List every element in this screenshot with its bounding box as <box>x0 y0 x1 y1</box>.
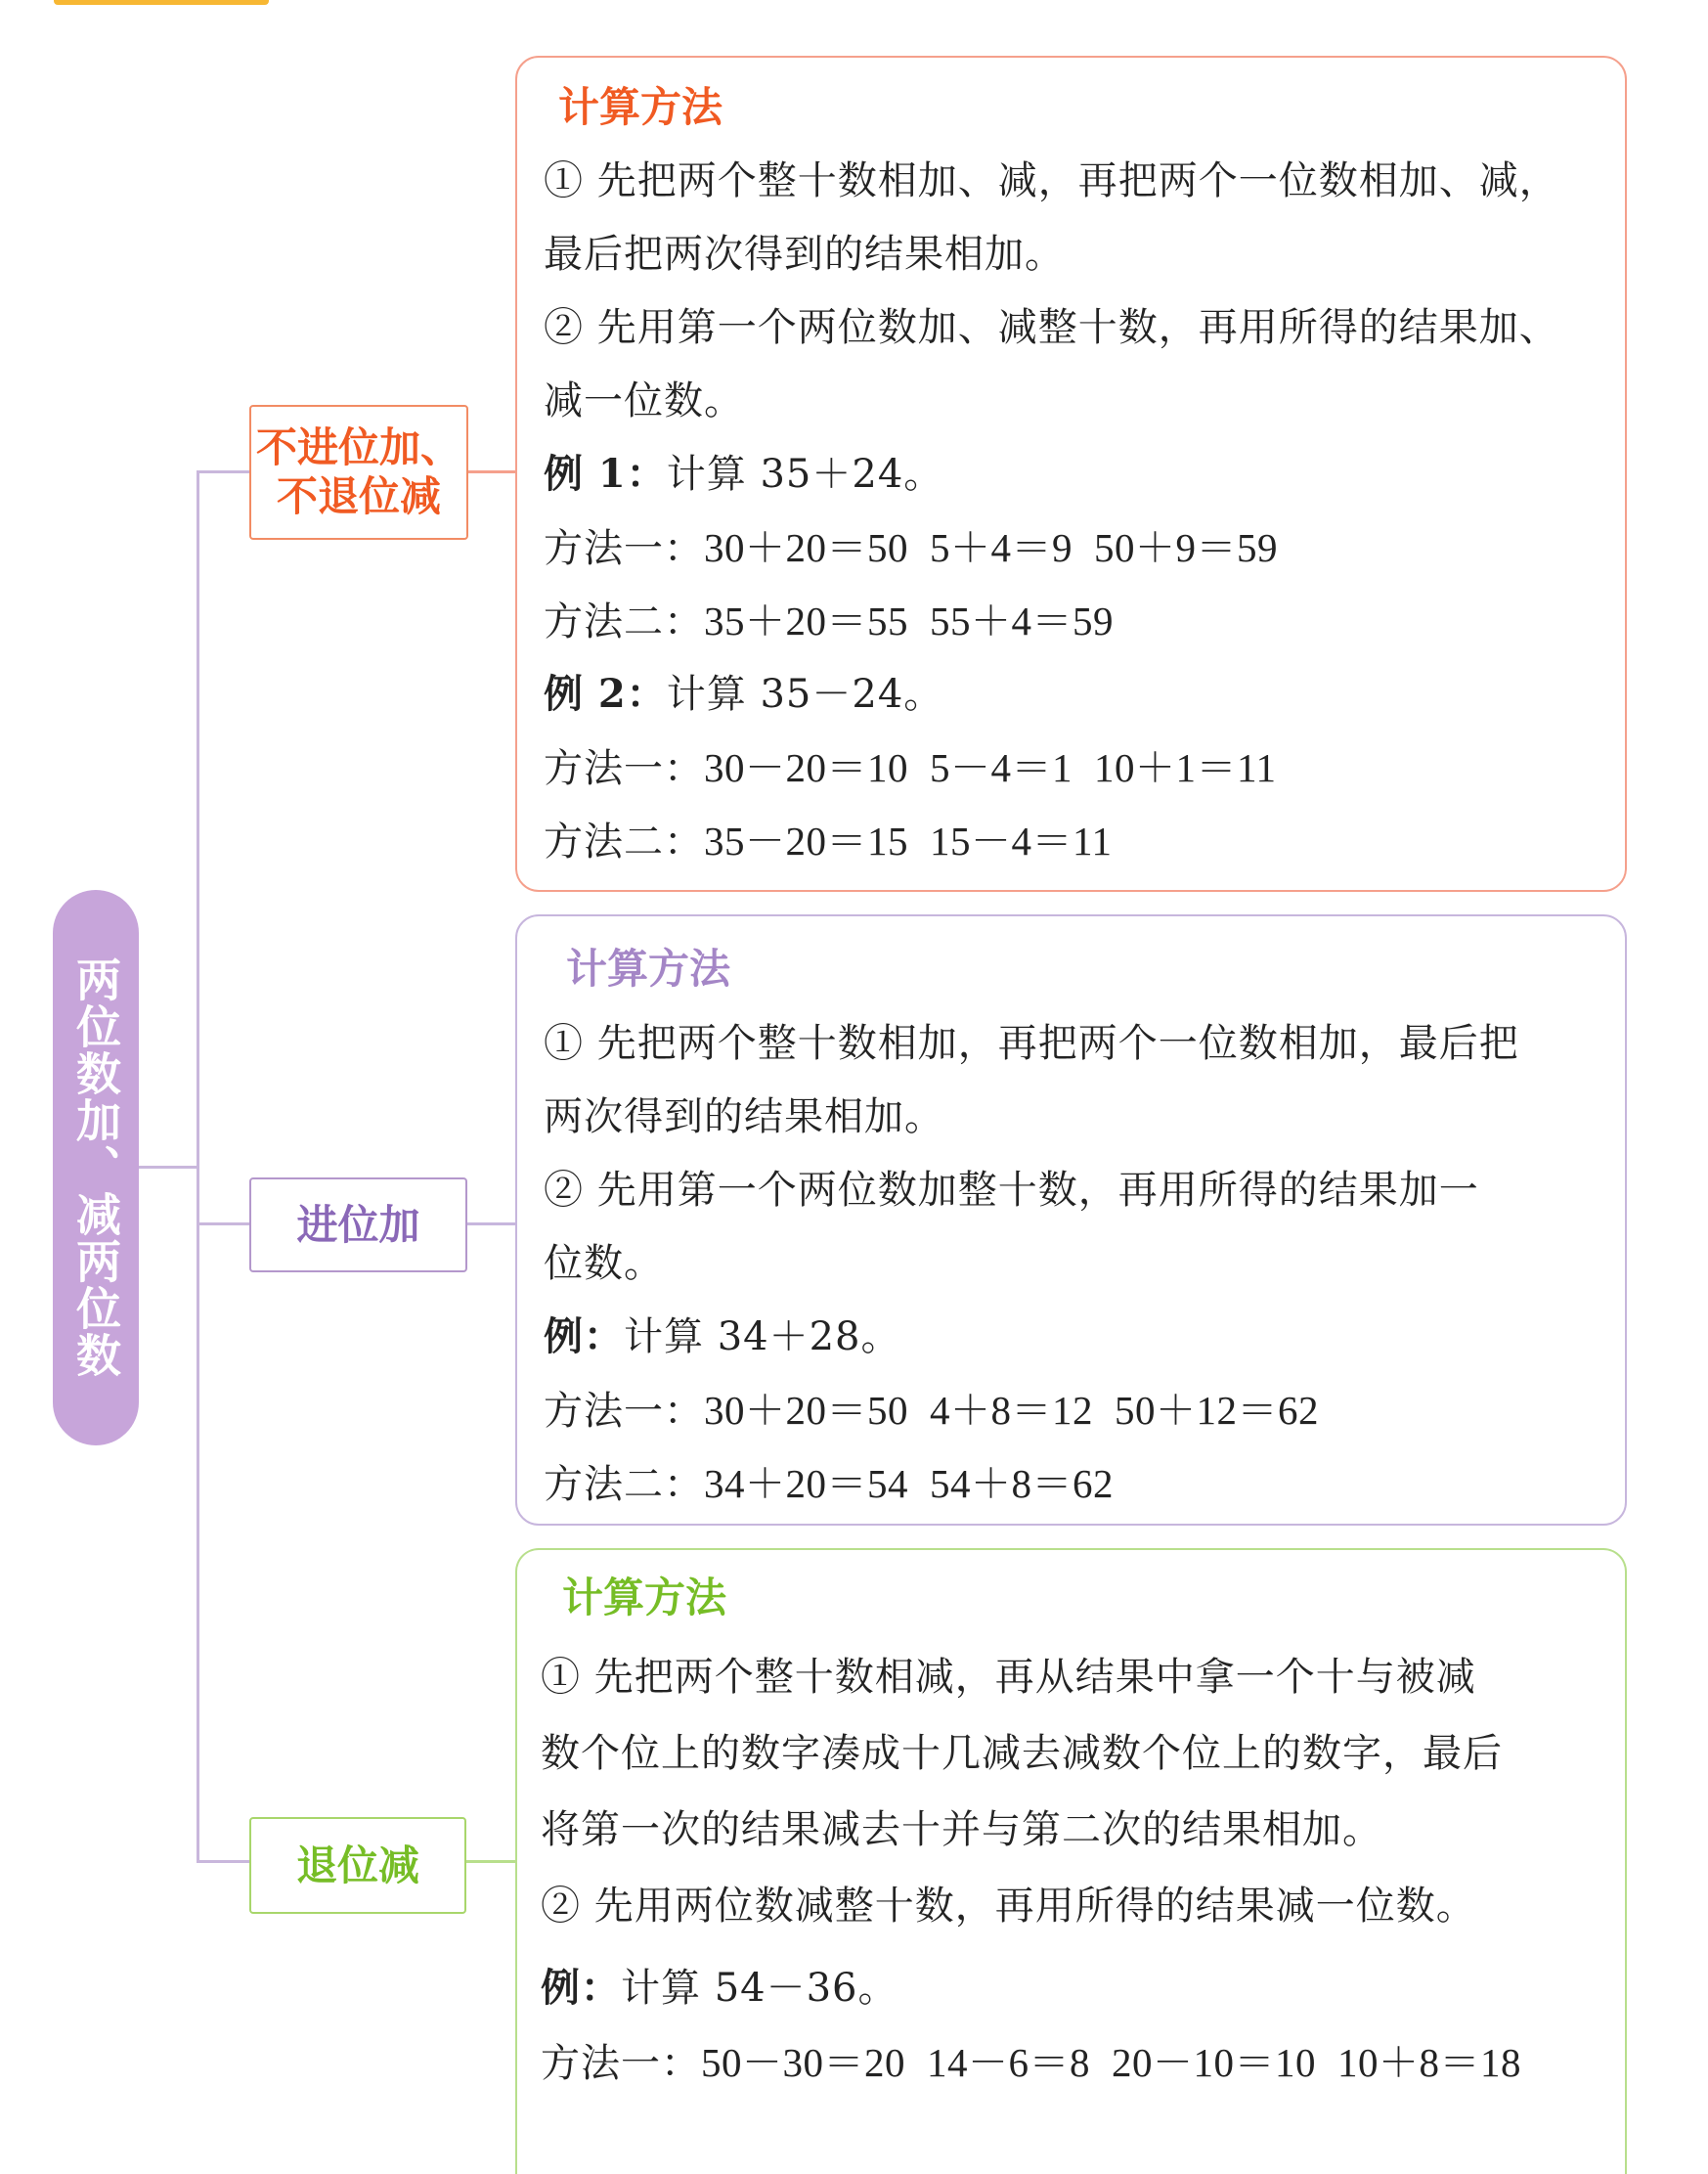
method-line: ① 先把两个整十数相加、减，再把两个一位数相加、减， <box>544 158 1559 203</box>
equation: 14－6＝8 <box>927 2040 1090 2085</box>
branch-label-line: 进位加 <box>296 1200 420 1249</box>
method-label: 方法一： <box>544 1389 704 1434</box>
example-problem: 计算 54－36。 <box>621 1966 898 2011</box>
solution-line <box>544 745 1277 791</box>
connector-branch-3 <box>197 1860 249 1863</box>
method-line: 最后把两次得到的结果相加。 <box>544 232 1065 277</box>
method-line: 两次得到的结果相加。 <box>544 1094 944 1139</box>
content-box-carry-add <box>515 914 1627 1526</box>
method-line: 将第一次的结果减去十并与第二次的结果相加。 <box>541 1807 1382 1852</box>
equation: 30＋20＝50 <box>704 1388 908 1433</box>
connector-root <box>139 1166 197 1169</box>
solution-line <box>544 525 1278 571</box>
method-line: ① 先把两个整十数相加，再把两个一位数相加，最后把 <box>544 1021 1519 1066</box>
method-line: 数个位上的数字凑成十几减去减数个位上的数字，最后 <box>541 1731 1503 1776</box>
equation: 30－20＝10 <box>704 745 908 790</box>
example-line <box>544 671 944 717</box>
equation: 30＋20＝50 <box>704 525 908 570</box>
solution-line <box>544 1461 1114 1507</box>
root-label: 两位数加、减两位数 <box>69 956 122 1379</box>
example-prefix: 例 2： <box>544 671 667 717</box>
method-line: ② 先用第一个两位数加、减整十数，再用所得的结果加、 <box>544 305 1559 350</box>
method-label: 方法一： <box>544 526 704 571</box>
example-prefix: 例 1： <box>544 451 667 497</box>
solution-line <box>544 601 1114 642</box>
content-box-no-carry <box>515 56 1627 892</box>
method-label: 方法一： <box>541 2041 701 2086</box>
example-problem: 计算 35＋24。 <box>666 452 944 497</box>
method-line: ② 先用第一个两位数加整十数，再用所得的结果加一 <box>544 1168 1479 1213</box>
equation: 4＋8＝12 <box>930 1388 1093 1433</box>
box-title: 计算方法 <box>566 945 731 993</box>
example-line <box>544 1313 901 1359</box>
equation: 10＋8＝18 <box>1337 2040 1521 2085</box>
method-line: ① 先把两个整十数相减，再从结果中拿一个十与被减 <box>541 1655 1476 1700</box>
box-title: 计算方法 <box>562 1574 727 1621</box>
connector-box-1 <box>466 470 515 473</box>
branch-label-carry-add <box>249 1177 467 1272</box>
solution-line <box>544 819 1113 865</box>
method-label: 方法二： <box>544 820 704 865</box>
example-prefix: 例： <box>544 1313 624 1359</box>
branch-label-line: 不进位加、 <box>255 423 461 472</box>
equation: 35－20＝15 <box>704 819 908 864</box>
branch-label-line: 不退位减 <box>276 472 441 520</box>
method-label: 方法二： <box>544 599 704 644</box>
branch-label-no-carry <box>249 405 468 540</box>
top-header-fragment <box>54 0 269 5</box>
connector-branch-2 <box>197 1222 249 1225</box>
example-prefix: 例： <box>541 1965 621 2011</box>
equation: 20－10＝10 <box>1112 2040 1316 2085</box>
equation: 50＋9＝59 <box>1094 525 1278 570</box>
method-label: 方法一： <box>544 746 704 791</box>
method-line: 位数。 <box>544 1241 664 1286</box>
example-problem: 计算 35－24。 <box>666 672 944 717</box>
equation: 35＋20＝55 <box>704 599 908 643</box>
equation: 10＋1＝11 <box>1094 745 1277 790</box>
connector-box-3 <box>464 1860 515 1863</box>
equation: 5－4＝1 <box>930 745 1073 790</box>
connector-branch-1 <box>197 470 249 473</box>
example-line <box>544 451 944 497</box>
equation: 54＋8＝62 <box>930 1461 1114 1506</box>
root-node <box>53 890 139 1445</box>
example-problem: 计算 34＋28。 <box>624 1314 901 1359</box>
box-title: 计算方法 <box>558 83 723 131</box>
solution-line <box>544 1388 1319 1434</box>
solution-line <box>541 2040 1521 2086</box>
equation: 50－30＝20 <box>701 2040 905 2085</box>
branch-label-borrow-sub <box>249 1817 466 1914</box>
method-line: 减一位数。 <box>544 378 744 423</box>
equation: 50＋12＝62 <box>1115 1388 1319 1433</box>
equation: 34＋20＝54 <box>704 1461 908 1506</box>
method-line: ② 先用两位数减整十数，再用所得的结果减一位数。 <box>541 1884 1476 1929</box>
equation: 5＋4＝9 <box>930 525 1073 570</box>
equation: 15－4＝11 <box>930 819 1113 864</box>
equation: 55＋4＝59 <box>930 599 1114 643</box>
example-line <box>541 1965 898 2011</box>
method-label: 方法二： <box>544 1462 704 1507</box>
connector-box-2 <box>465 1222 515 1225</box>
content-box-borrow-sub <box>515 1548 1627 2174</box>
branch-label-line: 退位减 <box>295 1841 419 1889</box>
